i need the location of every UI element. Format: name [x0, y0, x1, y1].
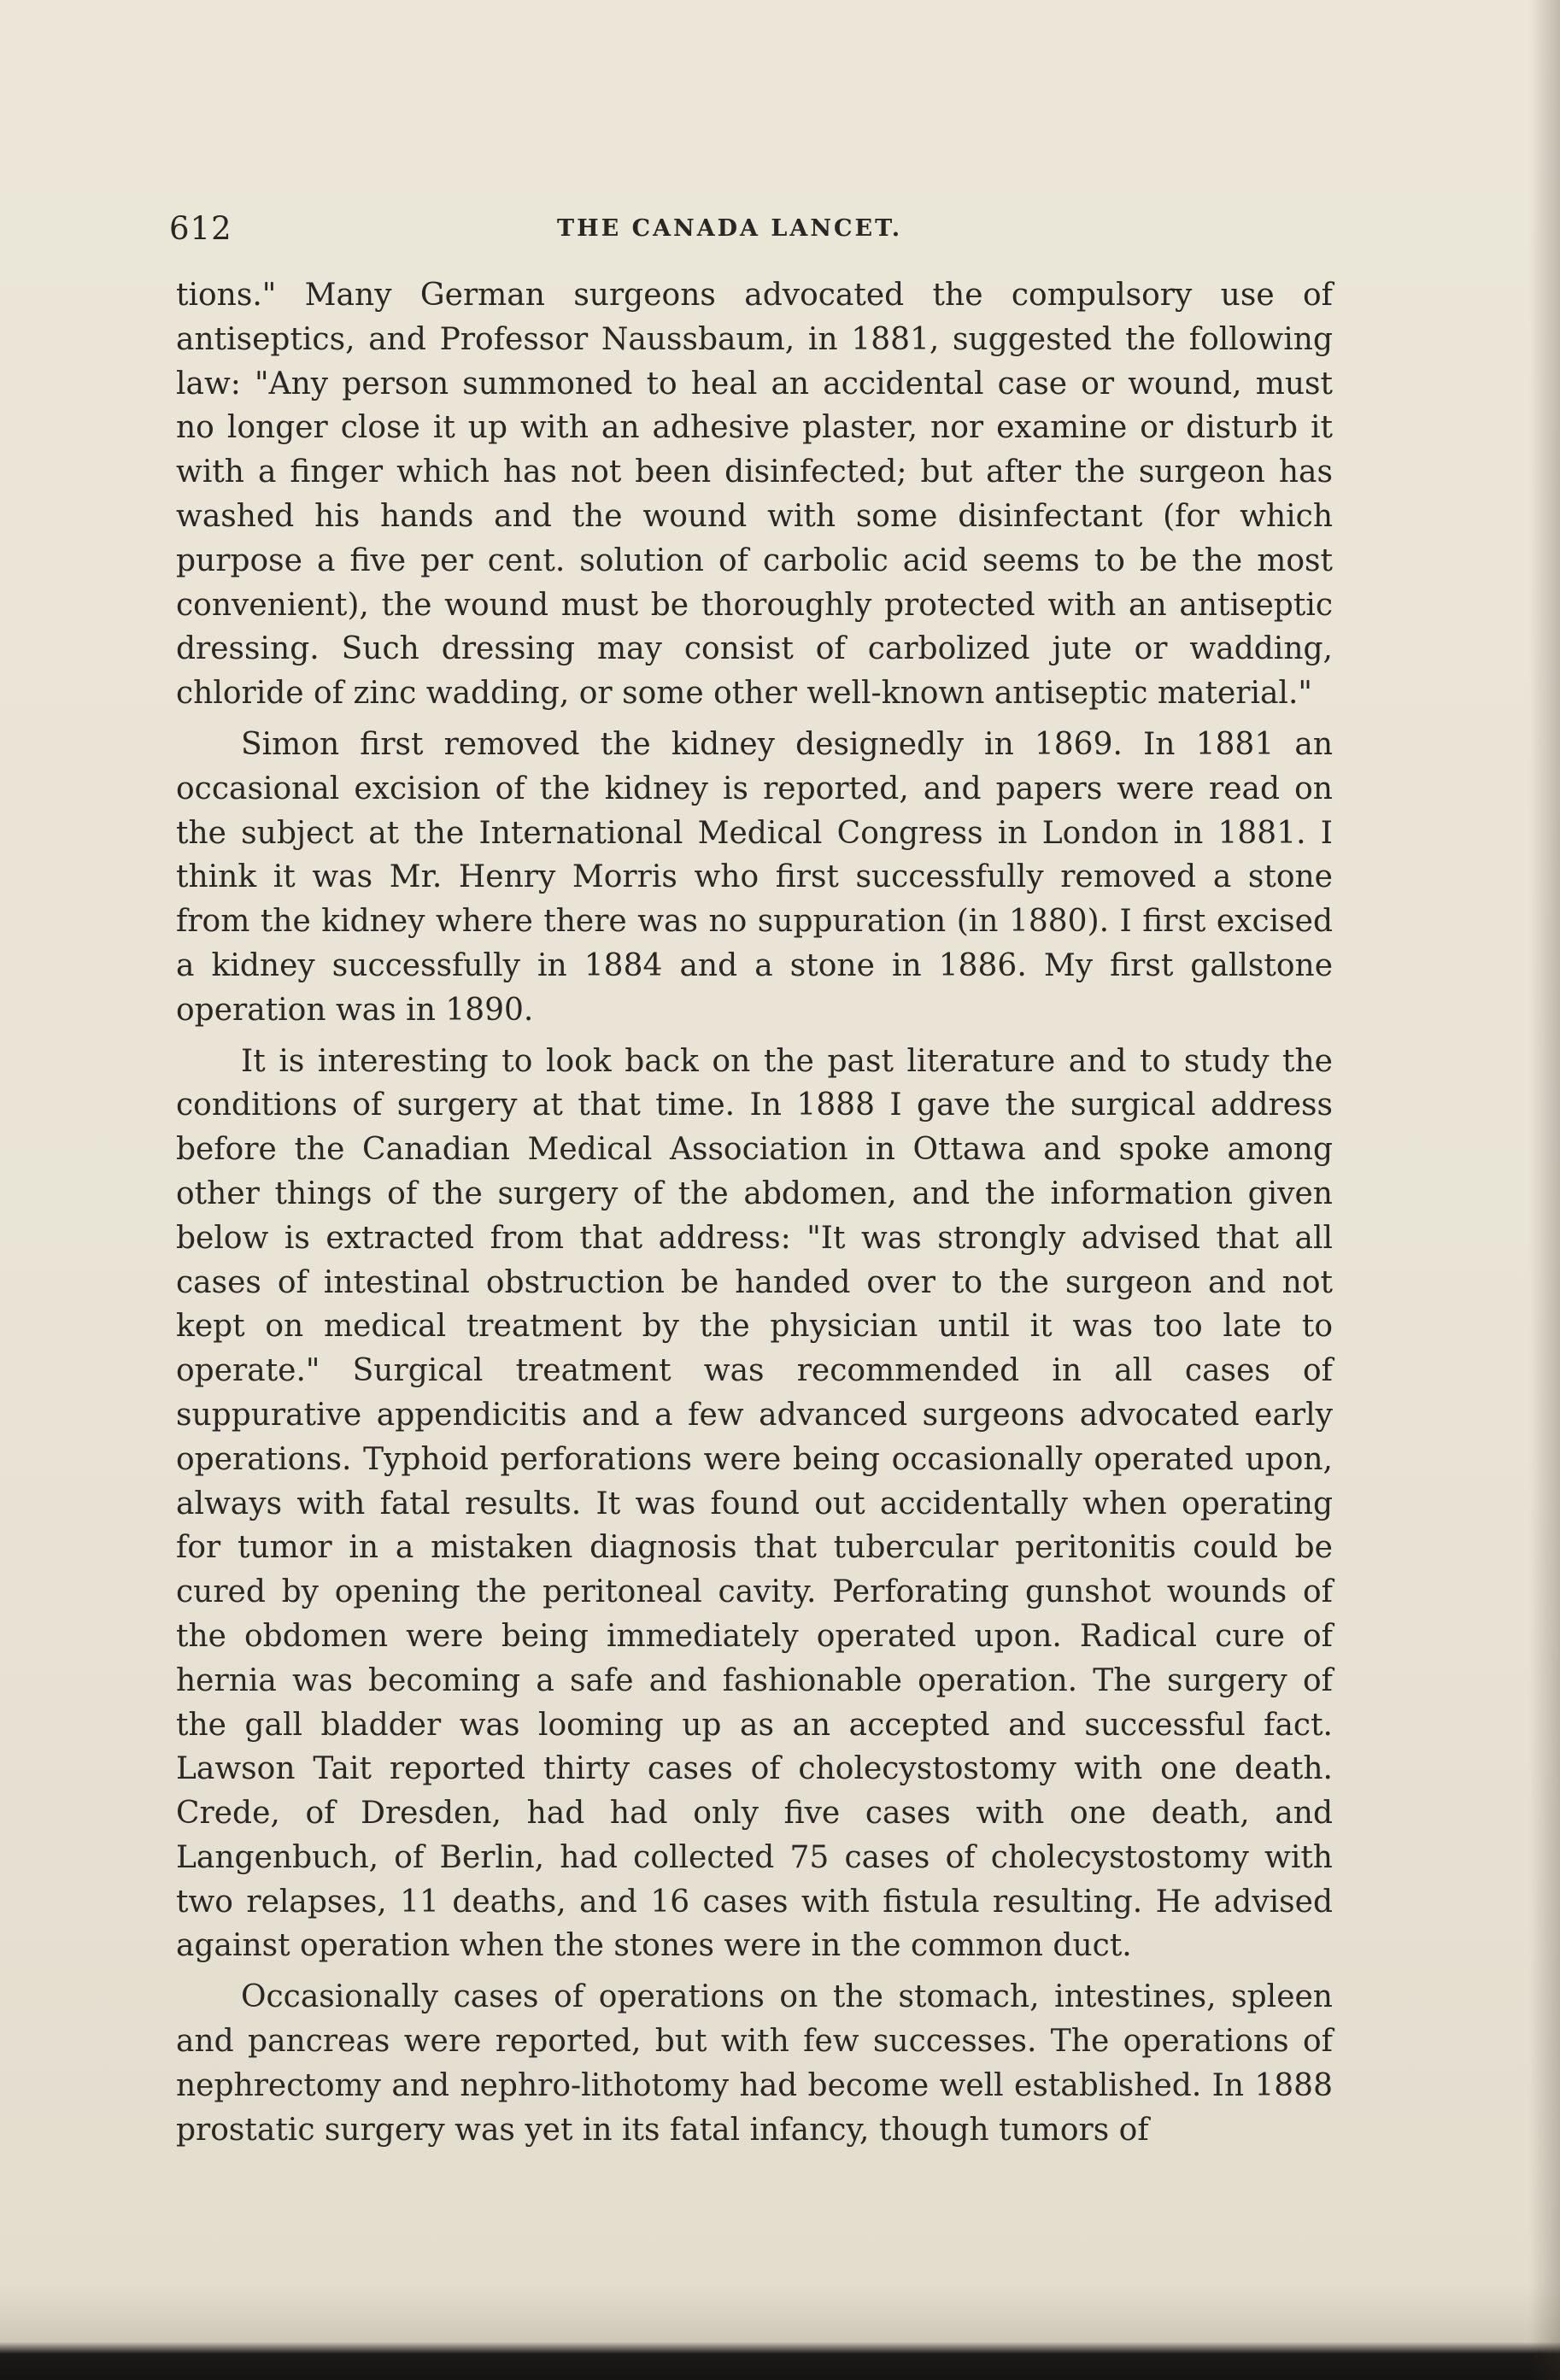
paragraph-surgical-address: It is interesting to look back on the past literature and to study the conditions of surgery at that time. In 1888 I gave the surgical address before the Canadian Medical Association in Ottawa and spoke among other things of the surgery of the abdomen, and the information given below is extracted from that address: "It was strongly advised that all cases of intestinal obstruction be handed over to the surgeon and not kept on medical treatment by the physician until it was too late to operate." Surgical treatment was recommended in all cases of suppurative appendicitis and a few advanced surgeons advocated early operations. Typhoid perforations were being occasionally operated upon, always with fatal results. It was found out accidentally when operating for tumor in a mistaken diagnosis that tubercular peritonitis could be cured by opening the peritoneal cavity. Perforating gunshot wounds of the obdomen were being immediately operated upon. Radical cure of hernia was becoming a safe and fashionable operation. The surgery of the gall bladder was looming up as an accepted and successful fact. Lawson Tait reported thirty cases of cholecystostomy with one death. Crede, of Dresden, had had only five cases with one death, and Langenbuch, of Berlin, had collected 75 cases of cholecystostomy with two relapses, 11 deaths, and 16 cases with fistula resulting. He advised against operation when the stones were in the common duct. [176, 1043, 1333, 1964]
journal-title: THE CANADA LANCET. [557, 215, 903, 242]
body-text [176, 273, 1333, 2152]
paragraph-kidney-surgery: Simon first removed the kidney designedly in 1869. In 1881 an occasional excision of the kidney is reported, and papers were read on the subject at the International Medical Congress in London in 1881. I think it was Mr. Henry Morris who first successfully removed a stone from the kidney where there was no suppuration (in 1880). I first excised a kidney successfully in 1884 and a stone in 1886. My first gallstone operation was in 1890. [176, 726, 1333, 1028]
page-number: 612 [169, 210, 232, 247]
paragraph-operations: Occasionally cases of operations on the stomach, intestines, spleen and pancreas were reported, but with few successes. The operations of nephrectomy and nephro-lithotomy had become well established. In 1888 prostatic surgery was yet in its fatal infancy, though tumors of [176, 1979, 1333, 2148]
running-head [169, 210, 1348, 253]
paragraph-continuation: tions." Many German surgeons advocated the compulsory use of antiseptics, and Professor Naussbaum, in 1881, suggested the following law: "Any person summoned to heal an accidental case or wound, must no longer close it up with an adhesive plaster, nor examine or disturb it with a finger which has not been disinfected; but after the surgeon has washed his hands and the wound with some disinfectant (for which purpose a five per cent. solution of carbolic acid seems to be the most convenient), the wound must be thoroughly protected with an antiseptic dressing. Such dressing may consist of carbolized jute or wadding, chloride of zinc wadding, or some other well-known antiseptic material." [176, 278, 1333, 712]
page-edge-shadow [1529, 0, 1560, 2380]
